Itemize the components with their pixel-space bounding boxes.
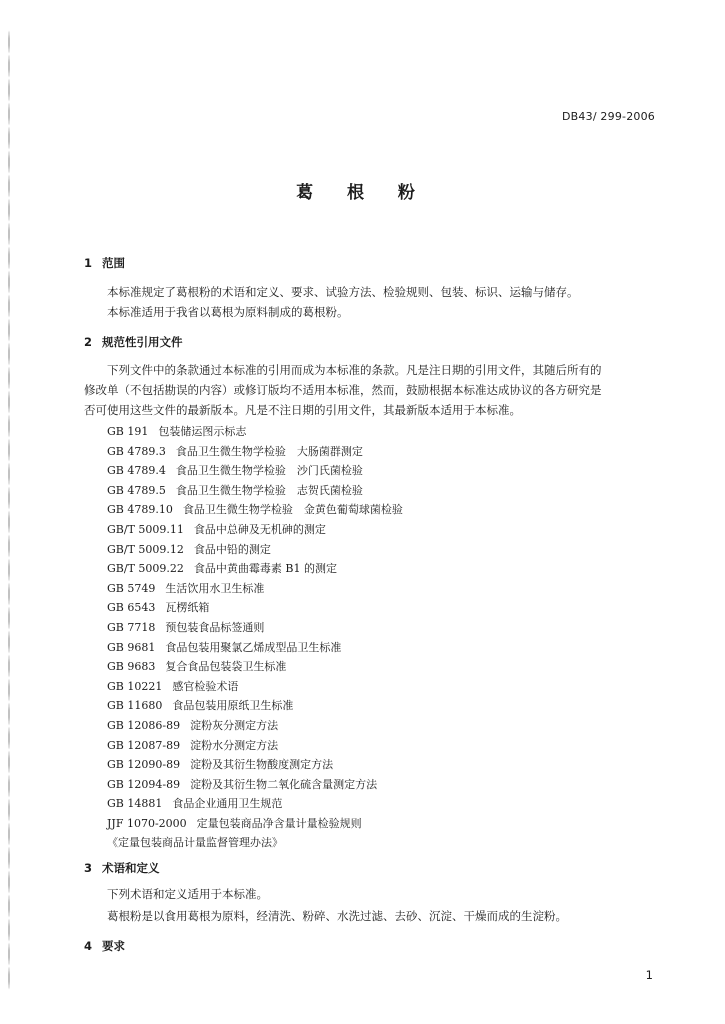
section-number: 2 (84, 335, 93, 349)
reference-title: 感官检验术语 (172, 679, 239, 693)
reference-item (107, 755, 403, 775)
reference-item (107, 716, 403, 736)
reference-item (107, 520, 403, 540)
reference-item (107, 814, 403, 834)
scope-paragraph-1: 本标准规定了葛根粉的术语和定义、要求、试验方法、检验规则、包装、标识、运输与储存。 (107, 285, 579, 299)
reference-code: GB 4789.10 (107, 503, 173, 517)
reference-title: 淀粉及其衍生物二氧化硫含量测定方法 (190, 777, 378, 791)
reference-code: GB 191 (107, 425, 149, 438)
normative-intro-line-3: 否可使用这些文件的最新版本。凡是不注日期的引用文件，其最新版本适用于本标准。 (84, 403, 521, 417)
reference-item (107, 481, 403, 501)
reference-code: GB 5749 (107, 581, 156, 595)
reference-code: GB 12086-89 (107, 718, 181, 732)
section-heading-normative-references (84, 334, 183, 350)
reference-code: GB 6543 (107, 601, 156, 615)
reference-title: 淀粉及其衍生物酸度测定方法 (190, 758, 334, 772)
reference-title: 食品中总砷及无机砷的测定 (193, 522, 326, 536)
normative-intro-line-1: 下列文件中的条款通过本标准的引用而成为本标准的条款。凡是注日期的引用文件，其随后所有的 (107, 363, 602, 377)
reference-code: GB 7718 (107, 620, 156, 634)
reference-title: 淀粉水分测定方法 (190, 738, 279, 752)
reference-code: GB 9681 (107, 640, 156, 654)
section-number: 1 (84, 256, 93, 270)
reference-code: GB/T 5009.22 (107, 562, 184, 576)
reference-item (107, 794, 403, 814)
reference-code: GB 11680 (107, 699, 163, 713)
section-number: 4 (84, 939, 93, 953)
section-number: 3 (84, 861, 93, 875)
reference-code: GB 4789.3 (107, 444, 166, 458)
section-heading-scope (84, 255, 125, 271)
document-title: 葛 根 粉 (296, 183, 429, 203)
reference-item (107, 775, 403, 795)
reference-item (107, 677, 403, 697)
reference-title: 食品卫生微生物学检验 大肠菌群测定 (175, 444, 363, 458)
section-heading-terms (84, 860, 160, 876)
reference-title: 生活饮用水卫生标准 (165, 581, 265, 595)
reference-code: GB 14881 (107, 797, 163, 811)
reference-title: 食品企业通用卫生规范 (172, 797, 283, 811)
reference-item (107, 500, 403, 520)
reference-code: GB 4789.4 (107, 464, 166, 478)
terms-paragraph-2: 葛根粉是以食用葛根为原料，经清洗、粉碎、水洗过滤、去砂、沉淀、干燥而成的生淀粉。 (107, 909, 567, 923)
scope-paragraph-2: 本标准适用于我省以葛根为原料制成的葛根粉。 (107, 305, 349, 319)
reference-title: 食品卫生微生物学检验 金黄色葡萄球菌检验 (182, 503, 403, 517)
reference-title: 瓦楞纸箱 (165, 601, 210, 615)
reference-title: 食品卫生微生物学检验 志贺氏菌检验 (175, 483, 363, 497)
normative-intro-line-2: 修改单（不包括勘误的内容）或修订版均不适用本标准，然而，鼓励根据本标准达成协议的各方研究是 (84, 383, 602, 397)
reference-item (107, 598, 403, 618)
reference-code: GB 9683 (107, 660, 156, 674)
section-heading-requirements (84, 938, 125, 954)
reference-title: 淀粉灰分测定方法 (190, 718, 279, 732)
reference-title: 食品中铅的测定 (193, 542, 271, 556)
reference-item (107, 579, 403, 599)
reference-title: 食品卫生微生物学检验 沙门氏菌检验 (175, 464, 363, 478)
reference-item (107, 618, 403, 638)
page-number: 1 (645, 968, 653, 982)
reference-title: 预包装食品标签通则 (165, 620, 265, 634)
standard-code: DB43/ 299-2006 (562, 110, 655, 123)
reference-code: GB 10221 (107, 679, 163, 693)
reference-title: 包装储运图示标志 (158, 425, 247, 438)
reference-code: GB/T 5009.12 (107, 542, 184, 556)
reference-title: 《定量包装商品计量监督管理办法》 (107, 836, 283, 850)
reference-item (107, 442, 403, 462)
reference-title: 食品包装用聚氯乙烯成型品卫生标准 (165, 640, 342, 654)
reference-item (107, 736, 403, 756)
reference-code: GB 12090-89 (107, 758, 181, 772)
reference-item (107, 833, 403, 853)
reference-item (107, 638, 403, 658)
reference-title: 食品包装用原纸卫生标准 (172, 699, 294, 713)
reference-title: 定量包装商品净含量计量检验规则 (196, 816, 362, 830)
reference-title: 食品中黄曲霉毒素 B1 的测定 (193, 562, 337, 576)
reference-item (107, 461, 403, 481)
reference-item (107, 657, 403, 677)
scan-edge-marks (8, 30, 10, 990)
section-title: 要求 (102, 939, 125, 953)
reference-list (107, 422, 403, 853)
reference-code: GB 12087-89 (107, 738, 181, 752)
reference-code: JJF 1070-2000 (107, 816, 187, 830)
reference-code: GB 12094-89 (107, 777, 181, 791)
section-title: 范围 (102, 256, 125, 270)
reference-title: 复合食品包装袋卫生标准 (165, 660, 287, 674)
section-title: 规范性引用文件 (102, 335, 183, 349)
reference-item (107, 696, 403, 716)
section-title: 术语和定义 (102, 861, 160, 875)
reference-item (107, 422, 403, 442)
reference-item (107, 559, 403, 579)
reference-code: GB/T 5009.11 (107, 522, 184, 536)
reference-item (107, 540, 403, 560)
reference-code: GB 4789.5 (107, 483, 166, 497)
terms-paragraph-1: 下列术语和定义适用于本标准。 (107, 887, 268, 901)
